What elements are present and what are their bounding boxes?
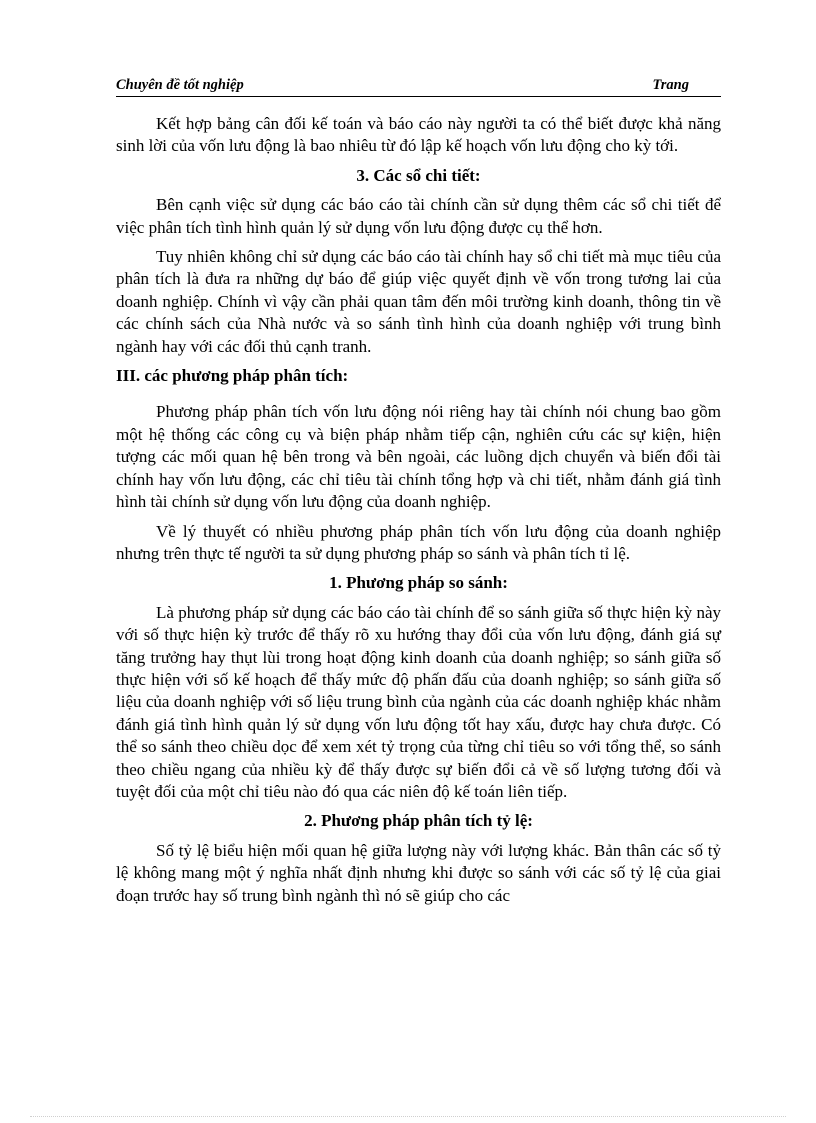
document-body — [116, 113, 721, 907]
header-title: Chuyên đề tốt nghiệp — [116, 77, 244, 93]
paragraph: Số tỷ lệ biểu hiện mối quan hệ giữa lượng này với lượng khác. Bản thân các số tỷ lệ không mang một ý nghĩa nhất định nhưng khi được so sánh với các số tỷ lệ của giai đoạn trước hay số trung bình ngành thì nó sẽ giúp cho các — [116, 840, 721, 905]
section-heading: 1. Phương pháp so sánh: — [329, 573, 508, 593]
paragraph: Về lý thuyết có nhiều phương pháp phân tích vốn lưu động của doanh nghiệp nhưng trên thực tế người ta sử dụng phương pháp so sánh và phân tích tỉ lệ. — [116, 521, 721, 563]
section-heading: 3. Các sổ chi tiết: — [356, 165, 481, 185]
page-bottom-divider — [30, 1116, 786, 1117]
paragraph: Bên cạnh việc sử dụng các báo cáo tài chính cần sử dụng thêm các sổ chi tiết để việc phân tích tình hình quản lý sử dụng vốn lưu động được cụ thể hơn. — [116, 195, 721, 237]
document-page — [116, 76, 721, 914]
paragraph: Phương pháp phân tích vốn lưu động nói riêng hay tài chính nói chung bao gồm một hệ thống các công cụ và biện pháp nhằm tiếp cận, nghiên cứu các sự kiện, hiện tượng các mối quan hệ bên trong và bên ngoài, các luồng dịch chuyển và biến đổi tài chính hay vốn lưu động, các chỉ tiêu tài chính tổng hợp và chi tiết, nhằm đánh giá tình hình tài chính sử dụng vốn lưu động của doanh nghiệp. — [116, 402, 721, 512]
paragraph: Là phương pháp sử dụng các báo cáo tài chính để so sánh giữa số thực hiện kỳ này với số thực hiện kỳ trước để thấy rõ xu hướng thay đổi của vốn lưu động, đánh giá sự tăng trưởng hay thụt lùi trong hoạt động kinh doanh của doanh nghiệp; so sánh giữa số thực hiện với số kế hoạch để thấy mức độ phấn đấu của doanh nghiệp; so sánh giữa số liệu của doanh nghiệp với số liệu trung bình của ngành của các doanh nghiệp khác nhằm đánh giá tình hình quản lý sử dụng vốn lưu động tốt hay xấu, được hay chưa được. Có thể so sánh theo chiều dọc để xem xét tỷ trọng của từng chỉ tiêu so với tổng thể, so sánh theo chiều ngang của nhiều kỳ để thấy được sự biến đổi cả về số lượng tương đối và tuyệt đối của một chỉ tiêu nào đó qua các niên độ kế toán liên tiếp. — [116, 602, 721, 801]
chapter-heading: III. các phương pháp phân tích: — [116, 366, 349, 386]
page-header — [116, 76, 721, 97]
paragraph: Kết hợp bảng cân đối kế toán và báo cáo này người ta có thể biết được khả năng sinh lời của vốn lưu động là bao nhiêu từ đó lập kế hoạch vốn lưu động cho kỳ tới. — [116, 114, 721, 156]
paragraph: Tuy nhiên không chỉ sử dụng các báo cáo tài chính hay sổ chi tiết mà mục tiêu của phân tích là đưa ra những dự báo để giúp việc quyết định về vốn trong tương lai của doanh nghiệp. Chính vì vậy cần phải quan tâm đến môi trường kinh doanh, thông tin về các chính sách của Nhà nước và so sánh tình hình của doanh nghiệp với trung bình ngành hay với các đối thủ cạnh tranh. — [116, 247, 721, 356]
section-heading: 2. Phương pháp phân tích tỷ lệ: — [304, 811, 533, 831]
header-page-label: Trang — [652, 77, 689, 93]
